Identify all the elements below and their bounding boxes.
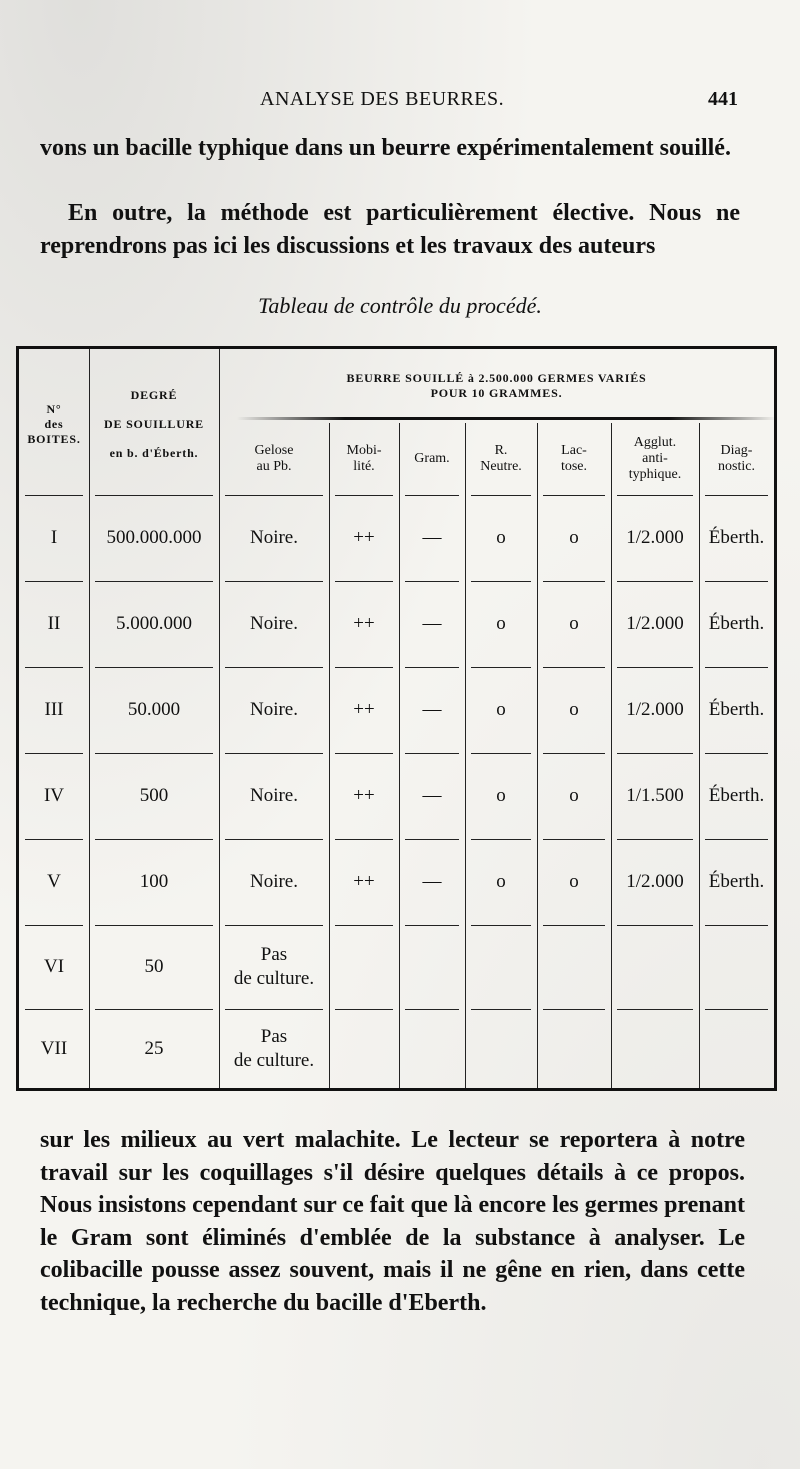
row-number: VI (43, 956, 65, 977)
table-rule (617, 581, 693, 582)
table-cell: ++ (353, 527, 375, 548)
table-rule (335, 753, 393, 754)
table-rule (405, 1009, 459, 1010)
table-rule (335, 925, 393, 926)
sub-header-4: Lac- tose. (560, 443, 588, 474)
table-rule (543, 925, 605, 926)
table-rule (705, 1009, 768, 1010)
control-table (16, 346, 777, 1091)
table-cell: o (496, 699, 506, 720)
sub-header-1: Mobi- lité. (346, 443, 382, 474)
table-rule (225, 839, 323, 840)
table-cell: Éberth. (708, 527, 765, 548)
table-rule (225, 753, 323, 754)
table-cell: ++ (353, 699, 375, 720)
table-rule (617, 925, 693, 926)
table-rule (25, 495, 83, 496)
table-cell: 500.000.000 (106, 527, 202, 548)
table-rule (617, 839, 693, 840)
table-rule (471, 839, 531, 840)
table-rule (617, 753, 693, 754)
table-rule (95, 925, 213, 926)
table-cell: 50.000 (127, 699, 181, 720)
sub-header-6: Diag- nostic. (718, 443, 755, 474)
table-rule (543, 1009, 605, 1010)
table-rule (405, 667, 459, 668)
table-rule (705, 925, 768, 926)
row-number: V (47, 871, 61, 892)
table-cell: Éberth. (708, 699, 765, 720)
table-rule (335, 667, 393, 668)
table-rule (543, 839, 605, 840)
table-cell: o (496, 785, 506, 806)
table-cell: 1/2.000 (626, 613, 684, 634)
table-rule (335, 495, 393, 496)
table-cell: Éberth. (708, 613, 765, 634)
table-cell: o (496, 871, 506, 892)
table-rule (25, 581, 83, 582)
table-rule (471, 581, 531, 582)
table-rule (543, 667, 605, 668)
table-cell: Noire. (249, 871, 298, 892)
table-cell: Noire. (249, 785, 298, 806)
table-rule (225, 925, 323, 926)
table-cell: 1/1.500 (626, 785, 684, 806)
table-cell: Noire. (249, 527, 298, 548)
table-cell: 5.000.000 (116, 613, 192, 634)
table-cell: 100 (139, 871, 169, 892)
table-cell: — (422, 527, 442, 548)
table-rule (405, 753, 459, 754)
paragraph-1: vons un bacille typhique dans un beurre expérimentalement souillé. (40, 135, 731, 161)
group-header-rule (237, 417, 777, 420)
table-rule (705, 495, 768, 496)
table-rule (617, 667, 693, 668)
table-cell: — (422, 785, 442, 806)
sub-header-5: Agglut. anti- typhique. (628, 435, 682, 482)
table-rule (471, 925, 531, 926)
table-cell: o (496, 613, 506, 634)
row-number: IV (43, 785, 65, 806)
table-rule (471, 753, 531, 754)
sub-header-0: Gelose au Pb. (254, 443, 294, 474)
table-cell: ++ (353, 871, 375, 892)
table-cell: o (569, 613, 579, 634)
table-cell: 25 (144, 1038, 164, 1059)
table-rule (705, 753, 768, 754)
table-cell: ++ (353, 785, 375, 806)
table-rule (25, 925, 83, 926)
row-number: II (47, 613, 61, 634)
table-cell: o (569, 527, 579, 548)
row-number: III (44, 699, 64, 720)
table-rule (225, 667, 323, 668)
table-cell: Éberth. (708, 871, 765, 892)
row-number: VII (40, 1038, 68, 1059)
table-cell: o (496, 527, 506, 548)
table-cell: Éberth. (708, 785, 765, 806)
table-rule (95, 753, 213, 754)
table-cell: o (569, 871, 579, 892)
table-cell: 500 (139, 785, 169, 806)
table-rule (25, 753, 83, 754)
table-cell: o (569, 699, 579, 720)
table-rule (543, 753, 605, 754)
table-rule (25, 667, 83, 668)
table-rule (405, 581, 459, 582)
running-title: ANALYSE DES BEURRES. (260, 88, 505, 110)
table-cell: 1/2.000 (626, 527, 684, 548)
table-rule (335, 1009, 393, 1010)
table-rule (617, 1009, 693, 1010)
table-rule (95, 581, 213, 582)
table-cell: — (422, 613, 442, 634)
table-cell: Pas de culture. (233, 1026, 315, 1071)
table-cell: Noire. (249, 613, 298, 634)
table-cell: — (422, 871, 442, 892)
col-header-degree: DEGRÉ DE SOUILLURE en b. d'Éberth. (104, 387, 204, 460)
table-cell: ++ (353, 613, 375, 634)
paragraph-3: sur les milieux au vert malachite. Le lecteur se reportera à notre travail sur les coquillages s'il désire quelques détails à ce propos. Nous insistons cependant sur ce fait que là encore les germes prenant le Gram sont éliminés d'emblée de la substance à analyser. Le colibacille pousse assez souvent, mais il ne gêne en rien, dans cette technique, la recherche du bacille d'Eberth. (40, 1127, 745, 1316)
table-rule (335, 581, 393, 582)
table-rule (25, 1009, 83, 1010)
page-number: 441 (708, 88, 738, 110)
table-rule (705, 581, 768, 582)
table-rule (405, 925, 459, 926)
page-header (260, 88, 738, 116)
row-number: I (50, 527, 58, 548)
group-header: BEURRE SOUILLÉ à 2.500.000 GERMES VARIÉS POUR 10 GRAMMES. (346, 371, 647, 400)
table-rule (543, 581, 605, 582)
table-caption: Tableau de contrôle du procédé. (258, 293, 542, 318)
table-rule (95, 667, 213, 668)
table-cell: 50 (144, 956, 164, 977)
paragraph-2: En outre, la méthode est particulièrement élective. Nous ne reprendrons pas ici les discussions et les travaux des auteurs (40, 200, 740, 259)
table-rule (225, 495, 323, 496)
table-rule (471, 667, 531, 668)
table-rule (95, 1009, 213, 1010)
table-cell: — (422, 699, 442, 720)
table-rule (95, 495, 213, 496)
table-rule (225, 1009, 323, 1010)
table-cell: Noire. (249, 699, 298, 720)
sub-header-2: Gram. (414, 451, 450, 466)
table-rule (95, 839, 213, 840)
table-cell: o (569, 785, 579, 806)
table-rule (25, 839, 83, 840)
table-rule (335, 839, 393, 840)
table-rule (405, 839, 459, 840)
table-rule (705, 667, 768, 668)
col-header-no: N° des BOITES. (27, 401, 81, 446)
table-rule (471, 1009, 531, 1010)
table-rule (225, 581, 323, 582)
table-cell: 1/2.000 (626, 699, 684, 720)
table-cell: 1/2.000 (626, 871, 684, 892)
table-cell: Pas de culture. (233, 944, 315, 989)
table-rule (471, 495, 531, 496)
table-rule (543, 495, 605, 496)
sub-header-3: R. Neutre. (480, 443, 522, 474)
table-rule (405, 495, 459, 496)
table-rule (705, 839, 768, 840)
table-rule (617, 495, 693, 496)
